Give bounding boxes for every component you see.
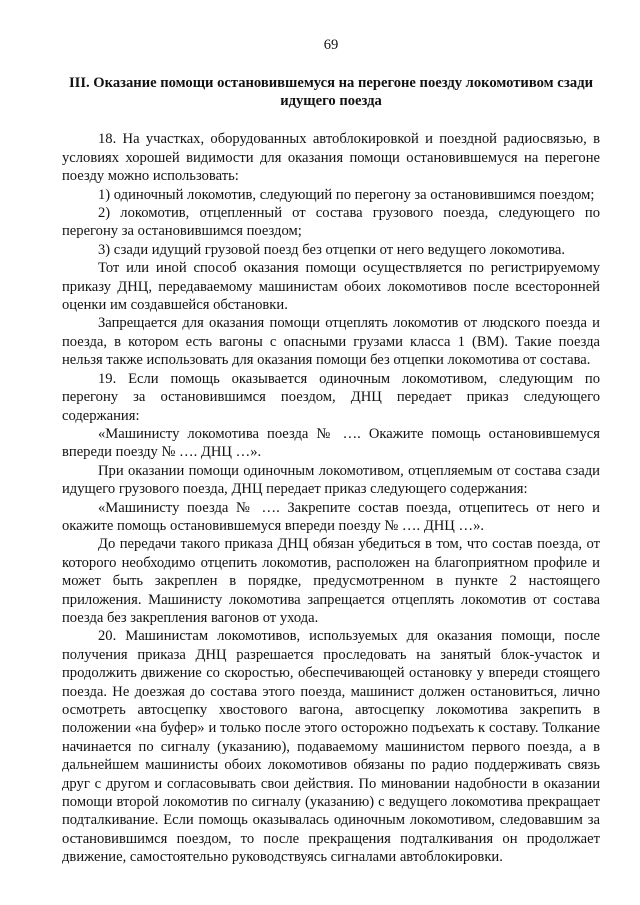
order-text-1: «Машинисту локомотива поезда № …. Окажите помощь остановившемуся впереди поезду № …. ДНЦ …». [62, 425, 600, 461]
paragraph-19: 19. Если помощь оказывается одиночным локомотивом, следующим по перегону за остановившимся поездом, ДНЦ передает приказ следующего содержания: [62, 370, 600, 424]
section-title-line-1: III. Оказание помощи остановившемуся на перегоне поезду локомотивом сзади [68, 75, 594, 92]
section-title-line-2: идущего поезда [280, 93, 382, 110]
list-item-1: 1) одиночный локомотив, следующий по перегону за остановившимся поездом; [98, 186, 595, 203]
paragraph-prohibition: Запрещается для оказания помощи отцеплять локомотив от людского поезда и поезда, в котором есть вагоны с опасными грузами класса 1 (ВМ). Такие поезда нельзя также использовать для оказания помощи без отцепки локомотива от состава. [62, 315, 600, 369]
paragraph-order-procedure: Тот или иной способ оказания помощи осуществляется по регистрируемому приказу ДНЦ, передаваемому машинистам обоих локомотивов после всесторонней оценки им создавшейся обстановки. [62, 260, 600, 314]
paragraph-before-order: До передачи такого приказа ДНЦ обязан убедиться в том, что состав поезда, от которого необходимо отцепить локомотив, расположен на благоприятном профиле и может быть закреплен в порядке, предусмотренном в пункте 2 настоящего приложения. Машинисту локомотива запрещается отцеплять локомотив от состава поезда без закрепления вагонов от ухода. [62, 536, 600, 626]
list-item-3: 3) сзади идущий грузовой поезд без отцепки от него ведущего локомотива. [98, 241, 566, 258]
paragraph-20: 20. Машинистам локомотивов, используемых для оказания помощи, после получения приказа ДНЦ разрешается проследовать на занятый блок-участок и продолжить движение со скоростью, обеспечивающей остановку у впереди стоящего поезда. Не доезжая до состава этого поезда, машинист должен остановиться, лично осмотреть автосцепку хвостового вагона, автосцепку локомотива закрепить в положении «на буфер» и только после этого осторожно подъехать к составу. Толкание начинается по сигналу (указанию), подаваемому машинистом первого поезда, а в дальнейшем машинисты обоих локомотивов обязаны по радио поддерживать связь друг с другом и согласовывать свои действия. По миновании надобности в оказании помощи второй локомотив по сигналу (указанию) с ведущего локомотива прекращает подталкивание. Если помощь оказывалась одиночным локомотивом, следовавшим за остановившимся поездом, то после прекращения подталкивания он продолжает движение, самостоятельно руководствуясь сигналами автоблокировки. [62, 628, 600, 866]
list-item-2: 2) локомотив, отцепленный от состава грузового поезда, следующего по перегону за остановившимся поездом; [62, 205, 600, 240]
page-number: 69 [323, 37, 339, 53]
order-text-2: «Машинисту поезда № …. Закрепите состав поезда, отцепитесь от него и окажите помощь остановившемуся впереди поезду № …. ДНЦ …». [62, 499, 600, 534]
section-title [62, 74, 600, 110]
paragraph-18: 18. На участках, оборудованных автоблокировкой и поездной радиосвязью, в условиях хорошей видимости для оказания помощи остановившемуся на перегоне поезду можно использовать: [62, 131, 600, 185]
paragraph-uncoupled-locomotive: При оказании помощи одиночным локомотивом, отцепляемым от состава сзади идущего грузового поезда, ДНЦ передает приказ следующего содержания: [62, 462, 600, 498]
